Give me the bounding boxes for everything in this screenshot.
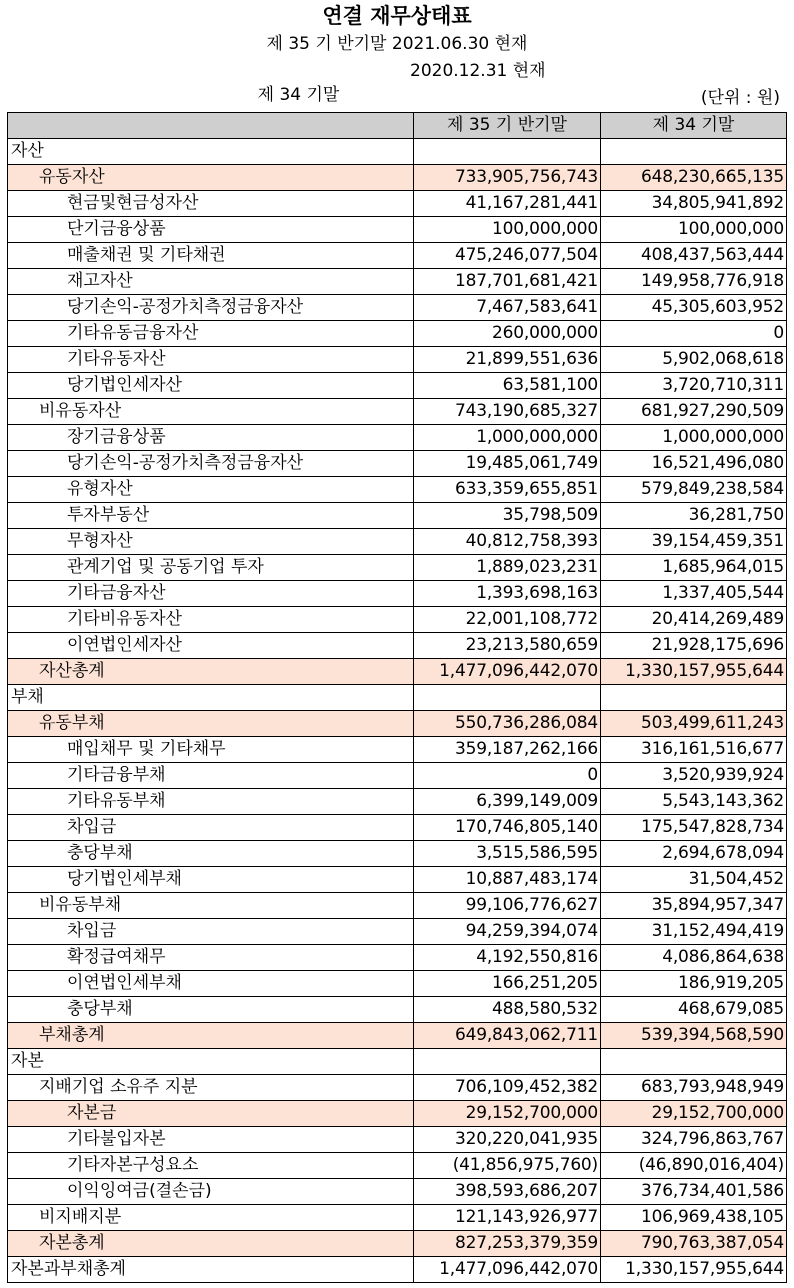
account-name: 현금및현금성자산 xyxy=(8,191,414,217)
account-name: 당기법인세자산 xyxy=(8,373,414,399)
table-row xyxy=(8,1049,787,1075)
current-period-value: 398,593,686,207 xyxy=(414,1179,601,1205)
account-name: 기타유동부채 xyxy=(8,789,414,815)
account-name: 자본금 xyxy=(8,1101,414,1127)
current-period-value xyxy=(414,685,601,711)
account-name: 유동자산 xyxy=(8,165,414,191)
balance-sheet-table xyxy=(7,112,787,1283)
prior-period-value: 5,902,068,618 xyxy=(601,347,787,373)
prior-period-value: 175,547,828,734 xyxy=(601,815,787,841)
account-name: 부채 xyxy=(8,685,414,711)
prior-period-value: 31,152,494,419 xyxy=(601,919,787,945)
account-name: 충당부채 xyxy=(8,997,414,1023)
account-name: 유형자산 xyxy=(8,477,414,503)
unit-note: (단위 : 원) xyxy=(700,88,780,108)
table-row xyxy=(8,945,787,971)
prior-period-value: 1,330,157,955,644 xyxy=(601,659,787,685)
table-row xyxy=(8,451,787,477)
account-name: 당기손익-공정가치측정금융자산 xyxy=(8,295,414,321)
current-period-value: 170,746,805,140 xyxy=(414,815,601,841)
account-name: 당기손익-공정가치측정금융자산 xyxy=(8,451,414,477)
current-period-value: 320,220,041,935 xyxy=(414,1127,601,1153)
account-name: 자본총계 xyxy=(8,1231,414,1257)
table-row xyxy=(8,581,787,607)
account-name: 자산총계 xyxy=(8,659,414,685)
table-row xyxy=(8,139,787,165)
current-period-value: 40,812,758,393 xyxy=(414,529,601,555)
account-name: 관계기업 및 공동기업 투자 xyxy=(8,555,414,581)
header-prior-period: 제 34 기말 xyxy=(601,113,787,139)
table-row xyxy=(8,1023,787,1049)
table-header-row xyxy=(8,113,787,139)
account-name: 이연법인세자산 xyxy=(8,633,414,659)
prior-period-value: 29,152,700,000 xyxy=(601,1101,787,1127)
account-name: 투자부동산 xyxy=(8,503,414,529)
prior-period-value: 468,679,085 xyxy=(601,997,787,1023)
current-period-value: 63,581,100 xyxy=(414,373,601,399)
prior-period-value: 31,504,452 xyxy=(601,867,787,893)
prior-period-value: 16,521,496,080 xyxy=(601,451,787,477)
table-row xyxy=(8,1101,787,1127)
prior-period-value: 648,230,665,135 xyxy=(601,165,787,191)
table-row xyxy=(8,269,787,295)
table-row xyxy=(8,555,787,581)
table-row xyxy=(8,1179,787,1205)
table-row xyxy=(8,685,787,711)
current-period-value: 475,246,077,504 xyxy=(414,243,601,269)
account-name: 비유동자산 xyxy=(8,399,414,425)
table-row xyxy=(8,1075,787,1101)
current-period-value: 1,477,096,442,070 xyxy=(414,659,601,685)
current-period-value: 827,253,379,359 xyxy=(414,1231,601,1257)
account-name: 매출채권 및 기타채권 xyxy=(8,243,414,269)
table-row xyxy=(8,191,787,217)
current-period-value: 743,190,685,327 xyxy=(414,399,601,425)
statement-title: 연결 재무상태표 xyxy=(322,4,472,28)
prior-period-value: 1,330,157,955,644 xyxy=(601,1257,787,1283)
table-row xyxy=(8,893,787,919)
table-row xyxy=(8,1127,787,1153)
table-row xyxy=(8,815,787,841)
current-period-value: 488,580,532 xyxy=(414,997,601,1023)
account-name: 기타유동금융자산 xyxy=(8,321,414,347)
current-period-value: 359,187,262,166 xyxy=(414,737,601,763)
current-period-value: (41,856,975,760) xyxy=(414,1153,601,1179)
account-name: 기타자본구성요소 xyxy=(8,1153,414,1179)
table-row xyxy=(8,295,787,321)
current-period-value: 29,152,700,000 xyxy=(414,1101,601,1127)
prior-period-value: 149,958,776,918 xyxy=(601,269,787,295)
prior-period-value xyxy=(601,685,787,711)
table-row xyxy=(8,477,787,503)
current-period-value: 0 xyxy=(414,763,601,789)
prior-period-value: 579,849,238,584 xyxy=(601,477,787,503)
table-row xyxy=(8,1153,787,1179)
table-row xyxy=(8,711,787,737)
prior-period-value xyxy=(601,1049,787,1075)
table-row xyxy=(8,789,787,815)
account-name: 비유동부채 xyxy=(8,893,414,919)
account-name: 당기법인세부채 xyxy=(8,867,414,893)
table-row xyxy=(8,763,787,789)
document-header xyxy=(0,0,794,112)
table-row xyxy=(8,165,787,191)
current-period-value: 260,000,000 xyxy=(414,321,601,347)
prior-period-value: 186,919,205 xyxy=(601,971,787,997)
current-period-value: 7,467,583,641 xyxy=(414,295,601,321)
current-period-value: 41,167,281,441 xyxy=(414,191,601,217)
account-name: 충당부채 xyxy=(8,841,414,867)
account-name: 단기금융상품 xyxy=(8,217,414,243)
account-name: 무형자산 xyxy=(8,529,414,555)
prior-period-value: 100,000,000 xyxy=(601,217,787,243)
prior-period-value: 1,337,405,544 xyxy=(601,581,787,607)
prior-period-value: 790,763,387,054 xyxy=(601,1231,787,1257)
current-period-value: 35,798,509 xyxy=(414,503,601,529)
prior-period-value: 4,086,864,638 xyxy=(601,945,787,971)
table-row xyxy=(8,503,787,529)
prior-period-value: 0 xyxy=(601,321,787,347)
account-name: 재고자산 xyxy=(8,269,414,295)
table-body xyxy=(8,139,787,1283)
current-period-value: 633,359,655,851 xyxy=(414,477,601,503)
current-period-value: 649,843,062,711 xyxy=(414,1023,601,1049)
prior-period-value: 1,685,964,015 xyxy=(601,555,787,581)
current-period-value: 99,106,776,627 xyxy=(414,893,601,919)
account-name: 자본과부채총계 xyxy=(8,1257,414,1283)
current-period-value: 187,701,681,421 xyxy=(414,269,601,295)
current-period-value: 94,259,394,074 xyxy=(414,919,601,945)
account-name: 자산 xyxy=(8,139,414,165)
current-period-value: 3,515,586,595 xyxy=(414,841,601,867)
table-row xyxy=(8,217,787,243)
table-row xyxy=(8,1205,787,1231)
prior-period-value: 34,805,941,892 xyxy=(601,191,787,217)
account-name: 차입금 xyxy=(8,815,414,841)
table-row xyxy=(8,737,787,763)
table-row xyxy=(8,919,787,945)
current-period-value: 1,889,023,231 xyxy=(414,555,601,581)
current-period-value: 4,192,550,816 xyxy=(414,945,601,971)
table-row xyxy=(8,425,787,451)
prior-period-value: 324,796,863,767 xyxy=(601,1127,787,1153)
prior-period-value: 45,305,603,952 xyxy=(601,295,787,321)
current-period-value: 10,887,483,174 xyxy=(414,867,601,893)
prior-period-value: 681,927,290,509 xyxy=(601,399,787,425)
prior-period-value: 20,414,269,489 xyxy=(601,607,787,633)
current-period-value: 121,143,926,977 xyxy=(414,1205,601,1231)
account-name: 차입금 xyxy=(8,919,414,945)
current-period-value: 733,905,756,743 xyxy=(414,165,601,191)
account-name: 기타비유동자산 xyxy=(8,607,414,633)
account-name: 기타금융자산 xyxy=(8,581,414,607)
table-row xyxy=(8,1231,787,1257)
header-current-period: 제 35 기 반기말 xyxy=(414,113,601,139)
current-period-value: 23,213,580,659 xyxy=(414,633,601,659)
current-period-value: 1,477,096,442,070 xyxy=(414,1257,601,1283)
table-row xyxy=(8,321,787,347)
current-period-value: 1,000,000,000 xyxy=(414,425,601,451)
prior-period-value: 316,161,516,677 xyxy=(601,737,787,763)
prior-period-date: 2020.12.31 현재 xyxy=(410,61,546,81)
prior-period-value xyxy=(601,139,787,165)
prior-period-value: 539,394,568,590 xyxy=(601,1023,787,1049)
table-row xyxy=(8,607,787,633)
current-period-value: 21,899,551,636 xyxy=(414,347,601,373)
account-name: 확정급여채무 xyxy=(8,945,414,971)
prior-period-value: 683,793,948,949 xyxy=(601,1075,787,1101)
table-row xyxy=(8,633,787,659)
current-period-value xyxy=(414,1049,601,1075)
prior-period-value: 106,969,438,105 xyxy=(601,1205,787,1231)
table-row xyxy=(8,659,787,685)
current-period-value: 550,736,286,084 xyxy=(414,711,601,737)
current-period-value: 22,001,108,772 xyxy=(414,607,601,633)
current-period-value: 166,251,205 xyxy=(414,971,601,997)
account-name: 비지배지분 xyxy=(8,1205,414,1231)
account-name: 지배기업 소유주 지분 xyxy=(8,1075,414,1101)
prior-period-value: 5,543,143,362 xyxy=(601,789,787,815)
current-period-value xyxy=(414,139,601,165)
prior-period-value: 408,437,563,444 xyxy=(601,243,787,269)
table-row xyxy=(8,399,787,425)
table-row xyxy=(8,529,787,555)
prior-period-value: 503,499,611,243 xyxy=(601,711,787,737)
table-row xyxy=(8,997,787,1023)
table-row xyxy=(8,841,787,867)
table-row xyxy=(8,1257,787,1283)
prior-period-value: 376,734,401,586 xyxy=(601,1179,787,1205)
current-period-value: 6,399,149,009 xyxy=(414,789,601,815)
current-period-value: 100,000,000 xyxy=(414,217,601,243)
table-row xyxy=(8,867,787,893)
prior-period-value: 3,520,939,924 xyxy=(601,763,787,789)
prior-period-value: 35,894,957,347 xyxy=(601,893,787,919)
table-row xyxy=(8,243,787,269)
current-period-value: 706,109,452,382 xyxy=(414,1075,601,1101)
current-period-value: 1,393,698,163 xyxy=(414,581,601,607)
current-period-line: 제 35 기 반기말 2021.06.30 현재 xyxy=(266,34,528,54)
prior-period-value: 2,694,678,094 xyxy=(601,841,787,867)
account-name: 자본 xyxy=(8,1049,414,1075)
account-name: 매입채무 및 기타채무 xyxy=(8,737,414,763)
account-name: 이연법인세부채 xyxy=(8,971,414,997)
prior-period-value: 1,000,000,000 xyxy=(601,425,787,451)
account-name: 장기금융상품 xyxy=(8,425,414,451)
prior-period-value: 3,720,710,311 xyxy=(601,373,787,399)
prior-period-value: 39,154,459,351 xyxy=(601,529,787,555)
table-row xyxy=(8,971,787,997)
account-name: 기타불입자본 xyxy=(8,1127,414,1153)
account-name: 이익잉여금(결손금) xyxy=(8,1179,414,1205)
prior-period-value: (46,890,016,404) xyxy=(601,1153,787,1179)
table-row xyxy=(8,373,787,399)
header-account xyxy=(8,113,414,139)
current-period-value: 19,485,061,749 xyxy=(414,451,601,477)
prior-period-value: 21,928,175,696 xyxy=(601,633,787,659)
account-name: 기타유동자산 xyxy=(8,347,414,373)
table-row xyxy=(8,347,787,373)
prior-period-value: 36,281,750 xyxy=(601,503,787,529)
account-name: 유동부채 xyxy=(8,711,414,737)
account-name: 기타금융부채 xyxy=(8,763,414,789)
account-name: 부채총계 xyxy=(8,1023,414,1049)
prior-period-label: 제 34 기말 xyxy=(257,85,340,105)
